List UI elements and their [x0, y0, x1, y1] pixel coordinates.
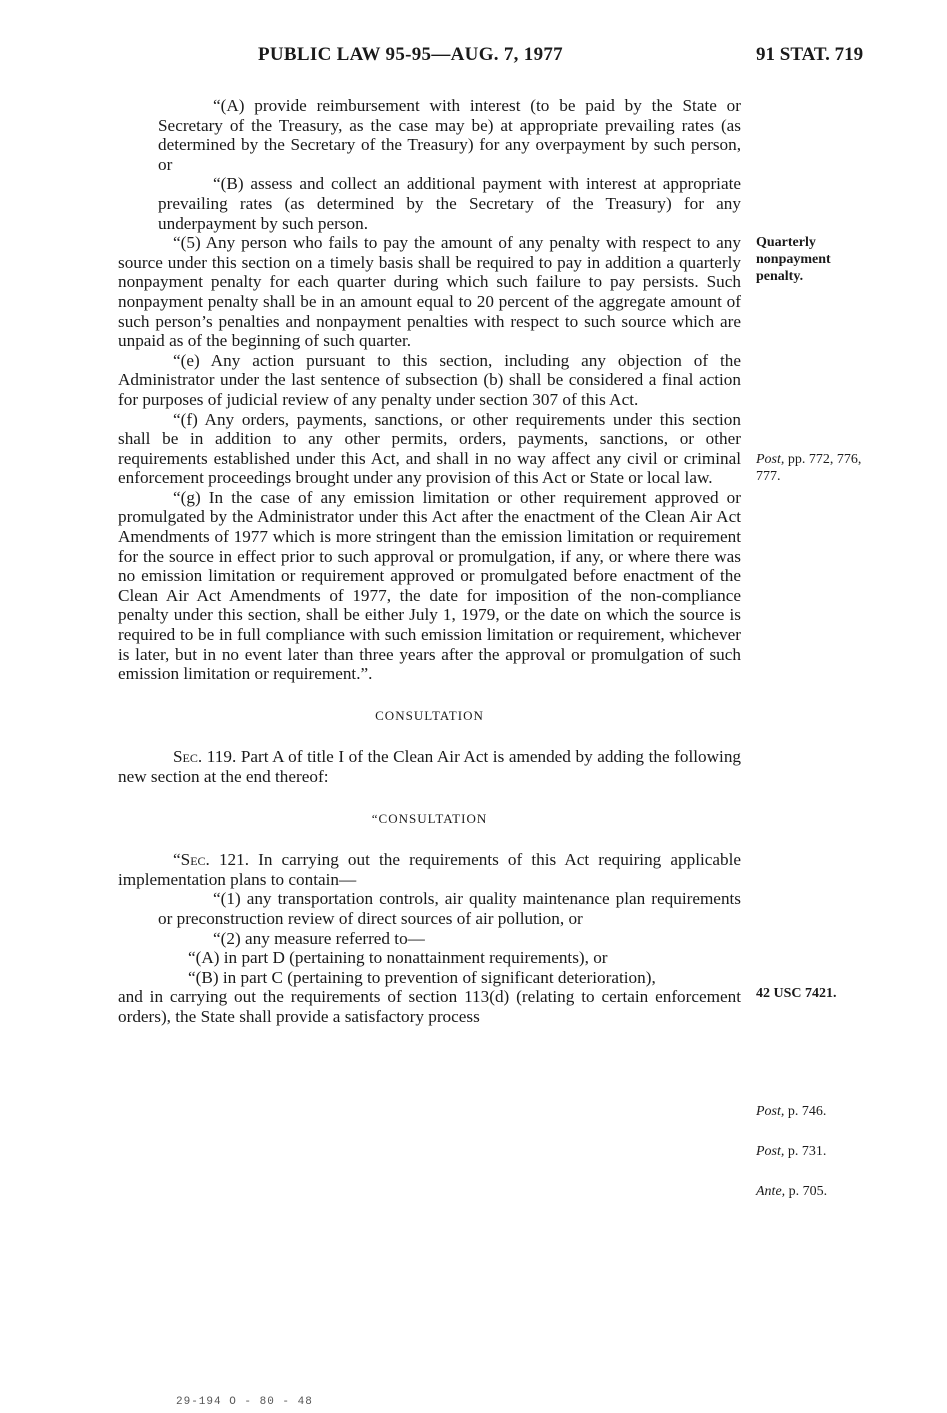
paragraph-e: “(e) Any action pursuant to this section, including any objection of the Administrator under the last sentence of subsection (b) shall be considered a final action for purposes of judicial review of any penalty under section 307 of this Act.: [118, 350, 741, 409]
page-header-title: PUBLIC LAW 95-95—AUG. 7, 1977: [258, 44, 563, 65]
margin-note-post-772-pages: pp. 772, 776, 777.: [756, 452, 862, 484]
margin-note-quarterly-penalty: Quarterly nonpayment penalty.: [756, 235, 831, 284]
section-119-text: 119. Part A of title I of the Clean Air Act is amended by adding the following new section at the end thereof:: [118, 747, 742, 786]
margin-note-ante-705-pages: p. 705.: [788, 1184, 828, 1199]
margin-note-post-746-ref: Post,: [756, 1104, 785, 1119]
paragraph-a: “(A) provide reimbursement with interest (to be paid by the State or Secretary of the Treasury, as the case may be) at appropriate prevailing rates (as determined by the Secretary of the Treasury) for any overpayment by such person, or: [158, 96, 741, 174]
margin-note-post-731-ref: Post,: [756, 1144, 785, 1159]
paragraph-g: “(g) In the case of any emission limitation or other requirement approved or promulgated by the Administrator under this Act after the enactment of the Clean Air Act Amendments of 1977 which is more stringent than the emission limitation or requirement for the source in effect prior to such approval or promulgation, if any, or where there was no emission limitation or requirement approved or promulgated before enactment of the Clean Air Act Amendments of 1977, the date for imposition of the non-compliance penalty under this section, shall be either July 1, 1979, or the date on which the source is required to be in full compliance with such emission limitation or requirement, whichever is later, but in no event later than three years after the approval or promulgation of such emission limitation or requirement.”.: [118, 487, 741, 684]
paragraph-closing: and in carrying out the requirements of section 113(d) (relating to certain enforcement orders), the State shall provide a satisfactory process: [118, 987, 741, 1026]
margin-note-post-772-ref: Post,: [756, 452, 785, 467]
section-119: [118, 747, 741, 786]
margin-note-ante-705-ref: Ante,: [756, 1184, 786, 1199]
section-121-text: 121. In carrying out the requirements of this Act requiring applicable implementation plans to contain—: [118, 850, 741, 889]
paragraph-1: “(1) any transportation controls, air quality maintenance plan requirements or preconstruction review of direct sources of air pollution, or: [158, 889, 741, 928]
section-121: [118, 850, 741, 889]
section-121-label: “Sec.: [173, 850, 210, 870]
margin-note-post-746-pages: p. 746.: [787, 1104, 827, 1119]
section-heading-consultation: CONSULTATION: [375, 707, 484, 723]
margin-note-usc: 42 USC 7421.: [756, 986, 837, 1001]
margin-note-post-731-pages: p. 731.: [787, 1144, 827, 1159]
paragraph-b: “(B) assess and collect an additional payment with interest at appropriate prevailing rates (as determined by the Secretary of the Treasury) for any underpayment by such person.: [158, 174, 741, 233]
margin-note-ante-705: [756, 1183, 866, 1200]
document-body: [118, 96, 741, 1027]
statute-page-number: 91 STAT. 719: [756, 44, 864, 65]
paragraph-2: “(2) any measure referred to—: [213, 928, 425, 948]
margin-note-post-731: [756, 1143, 866, 1160]
margin-note-post-746: [756, 1103, 866, 1120]
new-section-heading-consultation: “CONSULTATION: [371, 810, 488, 826]
paragraph-5: “(5) Any person who fails to pay the amount of any penalty with respect to any source under this section on a timely basis shall be required to pay in addition a quarterly nonpayment penalty for each quarter during which such failure to pay persists. Such nonpayment penalty shall be in an amount equal to 20 percent of the aggregate amount of such person’s penalties and nonpayment penalties with respect to such source which are unpaid as of the beginning of such quarter.: [118, 233, 741, 351]
paragraph-2b: “(B) in part C (pertaining to prevention of significant deterioration),: [188, 967, 656, 987]
paragraph-f: “(f) Any orders, payments, sanctions, or other requirements under this section shall be in addition to any other permits, orders, payments, sanctions, or other requirements established under this Act, and shall in no way affect any civil or criminal enforcement proceedings brought under any provision of this Act or State or local law.: [118, 409, 741, 488]
margin-note-post-772: [756, 451, 866, 485]
section-119-label: Sec.: [173, 747, 203, 767]
paragraph-2a: “(A) in part D (pertaining to nonattainment requirements), or: [188, 948, 608, 968]
print-code-footer: 29-194 O - 80 - 48: [176, 1396, 313, 1408]
